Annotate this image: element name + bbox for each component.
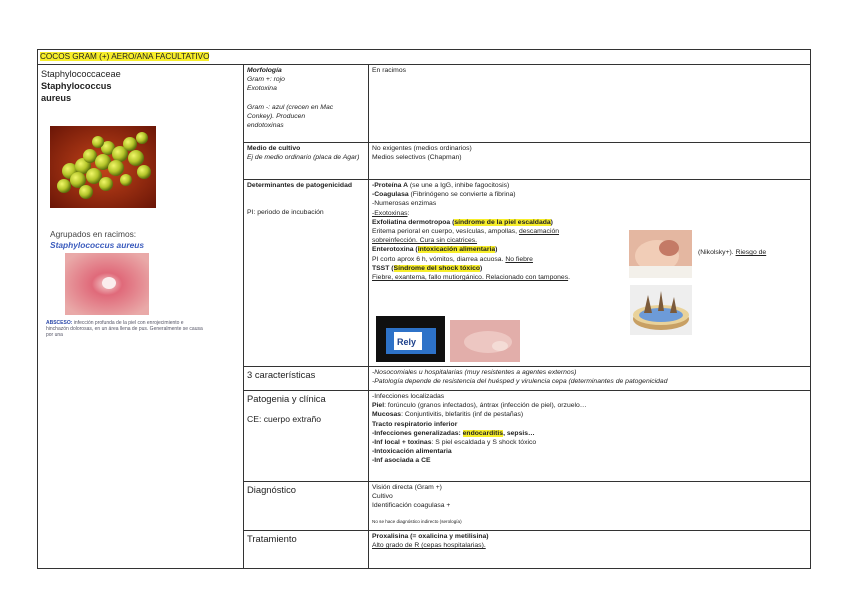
morfologia-line: Conkey). Producen xyxy=(247,113,306,120)
tratamiento-line-2: Alto grado de R (cepas hospitalarias). xyxy=(372,542,486,550)
proteina-a-desc: (se une a IgG, inhibe fagocitosis) xyxy=(408,182,510,189)
organism-family: Staphylococcaceae xyxy=(41,69,121,79)
tratamiento-line-1: Proxalisina (= oxalicina y metilisina) xyxy=(372,533,489,540)
diagnostico-line-2: Cultivo xyxy=(372,493,393,501)
morfologia-line: Gram +: rojo xyxy=(247,76,285,84)
table-header xyxy=(38,50,810,65)
nikolsky: (Nikolsky+). xyxy=(698,249,736,256)
enterotoxina-end: ) xyxy=(495,246,498,254)
mucosas: Mucosas xyxy=(372,411,402,419)
coagulasa: -Coagulasa xyxy=(372,191,409,199)
tsst-end: ) xyxy=(480,264,483,272)
morfologia-line: Gram -: azul (crecen en Mac xyxy=(247,103,334,111)
nikolsky-text xyxy=(698,248,813,257)
cake-image xyxy=(630,285,692,335)
inf-local-desc: : S piel escaldada y S shock tóxico xyxy=(431,439,537,447)
value-morfologia: En racimos xyxy=(372,67,406,74)
ce-note: CE: cuerpo extraño xyxy=(247,414,322,424)
label-morfologia xyxy=(244,65,368,142)
label-patogenia xyxy=(244,392,368,426)
intoxicacion: -Intoxicación alimentaria xyxy=(372,448,452,456)
baby-skin-image xyxy=(629,230,692,278)
tsst-fiebre-end: . xyxy=(568,274,570,282)
tsst: TSST ( xyxy=(372,264,394,272)
enterotoxina-highlight: intoxicación alimentaria xyxy=(417,246,496,254)
organism-species: aureus xyxy=(41,93,72,103)
pi-corto: PI corto aprox 6 h, vómitos, diarrea acuosa. xyxy=(372,255,506,263)
exotoxinas: -Exotoxinas xyxy=(372,209,408,217)
exfoliatina: Exfoliatina dermotropoa ( xyxy=(372,218,455,226)
abscess-image xyxy=(65,253,149,315)
caracteristicas-line-1: -Nosocomiales u hospitalarias (muy resistentes a agentes externos) xyxy=(372,369,577,376)
enzimas: -Numerosas enzimas xyxy=(372,200,437,208)
organism-name xyxy=(41,68,121,104)
caption-line-2: Staphylococcus aureus xyxy=(50,240,145,250)
caption-line-1: Agrupados en racimos: xyxy=(50,229,137,239)
label-determinantes xyxy=(244,180,368,218)
no-fiebre: No fiebre xyxy=(505,255,533,263)
exfoliatina-highlight: síndrome de la piel escaldada xyxy=(454,218,551,226)
exotoxinas-colon: : xyxy=(407,209,410,217)
value-caracteristicas xyxy=(369,367,809,387)
image-caption xyxy=(50,229,200,251)
value-diagnostico xyxy=(369,482,809,530)
inf-ce: -Inf asociada a CE xyxy=(372,457,431,465)
coagulasa-desc: (Fibrinógeno se convierte a fibrina) xyxy=(408,191,516,199)
label-medio xyxy=(244,143,368,179)
rash-image xyxy=(450,320,520,362)
main-table xyxy=(37,49,811,569)
tsst-highlight: Síndrome del shock tóxico xyxy=(393,264,481,272)
rely-tampon-image xyxy=(376,316,445,362)
morfologia-line: endotoxinas xyxy=(247,122,284,130)
label-medio-title: Medio de cultivo xyxy=(247,145,301,152)
morfologia-line: Exotoxina xyxy=(247,85,277,93)
inf-local: -Inf local + toxinas xyxy=(372,439,432,447)
mucosas-desc: : Conjuntivitis, blefaritis (inf de pestañas) xyxy=(401,411,524,419)
value-determinantes xyxy=(369,180,629,283)
tiny-caption-label: ABSCESO: xyxy=(46,320,73,326)
label-caracteristicas: 3 características xyxy=(247,369,316,380)
diagnostico-note: No se hace diagnóstico indirecto (serología) xyxy=(372,518,462,524)
value-medio xyxy=(369,143,809,163)
caracteristicas-line-2: -Patología depende de resistencia del huésped y virulencia cepa (determinantes de patogenicidad xyxy=(372,378,668,386)
piel: Piel xyxy=(372,402,385,410)
endocarditis: endocarditis xyxy=(462,429,504,437)
value-tratamiento xyxy=(369,531,809,551)
bacteria-cluster-image xyxy=(50,126,156,208)
patogenia-line: -Infecciones localizadas xyxy=(372,393,445,400)
tiny-caption-text: infección profunda de la piel con enrojecimiento e hinchazón dolorosas, en un área llena de pus. Generalmente se causa por una xyxy=(46,320,203,338)
diagnostico-line-3: Identificación coagulasa + xyxy=(372,502,451,510)
medio-line-2: Medios selectivos (Chapman) xyxy=(372,154,462,162)
label-patogenia-title: Patogenia y clínica xyxy=(247,393,326,404)
tsst-fiebre: Fiebre, exantema, fallo mutiorgánico. Relacionado con tampones xyxy=(372,274,569,282)
label-determinantes-title: Determinantes de patogenicidad xyxy=(247,182,352,189)
label-tratamiento: Tratamiento xyxy=(247,533,297,544)
enterotoxina: Enterotoxina ( xyxy=(372,246,418,254)
tiny-caption xyxy=(46,320,206,338)
tracto: Tracto respiratorio inferior xyxy=(372,420,458,428)
proteina-a: -Proteína A xyxy=(372,182,409,189)
eritema: Eritema perioral en cuerpo, vesículas, ampollas, xyxy=(372,228,519,236)
rely-brand-text: Rely xyxy=(397,337,417,347)
medio-line-1: No exigentes (medios ordinarios) xyxy=(372,145,472,152)
piel-desc: : forúnculo (granos infectados), ántrax (infección de piel), orzuelo… xyxy=(384,402,587,410)
label-diagnostico: Diagnóstico xyxy=(247,484,296,495)
pi-note: PI: periodo de incubación xyxy=(247,209,324,217)
sobreinfeccion: sobreinfección. Cura sin cicatrices. xyxy=(372,237,478,245)
label-medio-sub: Ej de medio ordinario (placa de Agar) xyxy=(247,154,360,162)
generalizadas-end: , sepsis… xyxy=(503,429,535,437)
exfoliatina-end: ) xyxy=(550,218,553,226)
descamacion: descamación xyxy=(518,228,560,236)
label-morfologia-title: Morfología xyxy=(247,67,282,74)
header-title: COCOS GRAM (+) AERO/ANA FACULTATIVO xyxy=(40,52,210,61)
generalizadas: -Infecciones generalizadas: xyxy=(372,429,463,437)
riesgo-de: Riesgo de xyxy=(735,249,767,256)
table-body xyxy=(38,65,810,568)
diagnostico-line-1: Visión directa (Gram +) xyxy=(372,484,442,491)
organism-genus: Staphylococcus xyxy=(41,81,112,91)
value-patogenia xyxy=(369,391,809,467)
